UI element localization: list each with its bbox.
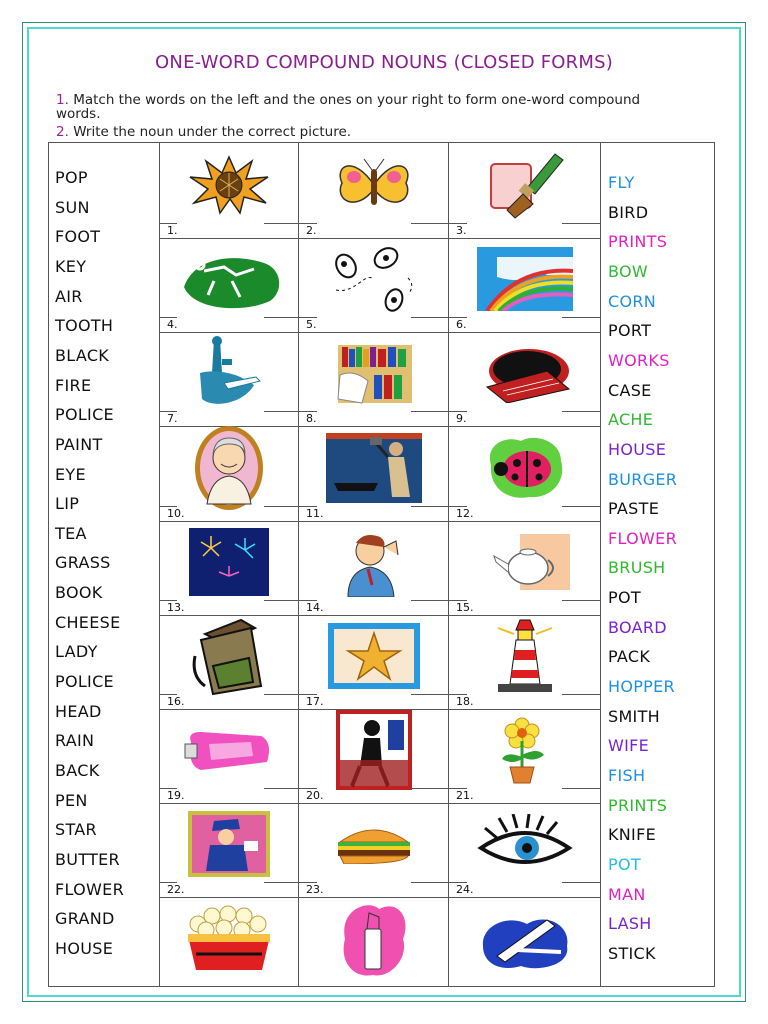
picture-number: 9.	[456, 412, 467, 426]
left-word: STAR	[55, 820, 97, 840]
sunflower-icon	[184, 155, 274, 219]
left-word: SUN	[55, 197, 90, 217]
right-word: FLY	[608, 173, 635, 192]
left-word: LIP	[55, 494, 80, 514]
left-word: GRAND	[55, 909, 115, 929]
answer-line	[562, 317, 600, 318]
headache-icon	[334, 527, 414, 601]
right-word: FLOWER	[608, 528, 677, 548]
teapot-icon	[480, 534, 570, 594]
worksheet-title: ONE-WORD COMPOUND NOUNS (CLOSED FORMS)	[155, 52, 613, 73]
picture-number: 22.	[167, 883, 185, 897]
left-word: CHEESE	[55, 612, 121, 632]
right-word: POT	[608, 588, 641, 608]
row-divider	[299, 521, 448, 522]
right-word: MAN	[608, 884, 646, 904]
right-word: CASE	[608, 380, 652, 400]
right-word: LASH	[608, 914, 652, 934]
column-divider	[159, 142, 160, 987]
right-word: POT	[608, 854, 641, 874]
answer-line	[411, 317, 448, 318]
answer-line	[264, 411, 299, 412]
picture-number: 19.	[167, 789, 185, 803]
left-word: POLICE	[55, 405, 114, 425]
row-divider	[449, 803, 600, 804]
picture-number: 6.	[456, 318, 467, 332]
answer-line	[264, 506, 299, 507]
left-word: FOOT	[55, 227, 101, 247]
left-word: BACK	[55, 761, 100, 780]
cheeseburger-icon	[334, 824, 414, 868]
left-word: GRASS	[55, 553, 111, 573]
starfish-icon	[326, 621, 422, 695]
answer-line	[264, 223, 299, 224]
row-divider	[449, 426, 600, 427]
row-divider	[160, 709, 298, 710]
instruction-text: Write the noun under the correct picture.	[73, 124, 352, 140]
left-word: HOUSE	[55, 938, 114, 958]
answer-line	[562, 411, 600, 412]
answer-line	[264, 882, 299, 883]
grandmother-icon	[193, 424, 265, 516]
picture-number: 15.	[456, 600, 474, 614]
policeman-icon	[188, 811, 270, 881]
left-word: TEA	[55, 523, 87, 543]
picture-number: 21.	[456, 789, 474, 803]
row-divider	[299, 426, 448, 427]
left-word: TOOTH	[55, 316, 114, 336]
backpack-icon	[191, 616, 267, 700]
left-word: EYE	[55, 464, 86, 484]
right-word: HOUSE	[608, 439, 667, 459]
answer-line	[264, 317, 299, 318]
answer-line	[411, 788, 448, 789]
picture-number: 13.	[167, 600, 185, 614]
right-word: BIRD	[608, 202, 649, 222]
left-word: FLOWER	[55, 879, 124, 899]
picture-number: 17.	[306, 695, 324, 708]
answer-line	[411, 223, 448, 224]
column-divider	[600, 142, 601, 987]
left-word: POLICE	[55, 672, 114, 692]
row-divider	[449, 897, 600, 898]
column-divider	[298, 142, 299, 987]
keyboard-icon	[477, 343, 573, 407]
penknife-icon	[477, 906, 573, 976]
lighthouse-icon	[490, 616, 560, 700]
left-word: BUTTER	[55, 849, 120, 869]
picture-number: 23.	[306, 883, 324, 897]
paintbrush-icon	[485, 150, 565, 224]
left-word: HEAD	[55, 701, 102, 721]
right-word: BOARD	[608, 617, 667, 637]
row-divider	[299, 332, 448, 333]
answer-line	[562, 600, 600, 601]
right-word: PRINTS	[608, 232, 668, 252]
left-word: FIRE	[55, 375, 92, 395]
grasshopper-icon	[174, 247, 284, 315]
left-word: PAINT	[55, 434, 103, 454]
policewoman-icon	[336, 710, 412, 794]
right-word: KNIFE	[608, 825, 656, 845]
instruction-text: Match the words on the left and the ones on your right to form one-word compound words.	[56, 92, 641, 122]
right-word: BURGER	[608, 469, 678, 489]
right-word: ACHE	[608, 410, 654, 430]
butterfly-icon	[334, 155, 414, 219]
bookcase-icon	[334, 341, 414, 409]
picture-number: 24.	[456, 883, 474, 897]
row-divider	[160, 897, 298, 898]
answer-line	[562, 506, 600, 507]
right-word: WIFE	[608, 736, 650, 756]
row-divider	[160, 238, 298, 239]
right-word: PASTE	[608, 499, 660, 519]
row-divider	[299, 615, 448, 616]
picture-number: 3.	[456, 224, 467, 237]
answer-line	[411, 694, 448, 695]
picture-number: 1.	[167, 224, 178, 237]
popcorn-icon	[184, 904, 274, 978]
instruction-1	[56, 93, 676, 121]
right-word: FISH	[608, 766, 646, 785]
airport-icon	[194, 333, 264, 417]
right-word: STICK	[608, 943, 656, 963]
toothpaste-icon	[181, 722, 277, 782]
left-word: POP	[55, 168, 88, 187]
footprints-icon	[324, 244, 424, 318]
row-divider	[449, 238, 600, 239]
right-word: CORN	[608, 291, 657, 311]
answer-line	[264, 788, 299, 789]
blacksmith-icon	[326, 433, 422, 507]
left-word: AIR	[55, 286, 83, 306]
left-word: LADY	[55, 642, 98, 662]
picture-number: 11.	[306, 506, 324, 520]
fireworks-icon	[189, 528, 269, 600]
picture-number: 18.	[456, 695, 474, 708]
picture-number: 10.	[167, 506, 185, 520]
left-word: BLACK	[55, 345, 110, 365]
left-word: KEY	[55, 256, 87, 276]
column-divider	[448, 142, 449, 987]
answer-line	[562, 788, 600, 789]
left-word: BOOK	[55, 583, 103, 603]
picture-number: 20.	[306, 789, 324, 803]
picture-number: 2.	[306, 224, 317, 237]
answer-line	[411, 506, 448, 507]
row-divider	[299, 803, 448, 804]
instruction-2	[56, 125, 676, 139]
right-word: PORT	[608, 321, 652, 341]
right-word: PRINTS	[608, 795, 668, 815]
answer-line	[411, 411, 448, 412]
lipstick-icon	[339, 899, 409, 983]
right-word: WORKS	[608, 350, 670, 370]
instruction-number: 1.	[56, 92, 69, 108]
answer-line	[562, 694, 600, 695]
answer-line	[411, 882, 448, 883]
right-word: HOPPER	[608, 677, 675, 697]
row-divider	[449, 332, 600, 333]
row-divider	[299, 238, 448, 239]
left-word: RAIN	[55, 731, 95, 751]
picture-number: 14.	[306, 600, 324, 614]
picture-number: 16.	[167, 695, 185, 708]
picture-number: 7.	[167, 412, 178, 426]
answer-line	[562, 223, 600, 224]
flowerpot-icon	[490, 715, 560, 789]
answer-line	[562, 882, 600, 883]
instruction-number: 2.	[56, 124, 69, 140]
eyelash-icon	[477, 814, 573, 878]
ladybird-icon	[485, 435, 565, 505]
picture-number: 5.	[306, 318, 317, 332]
rainbow-icon	[477, 247, 573, 315]
right-word: BOW	[608, 261, 649, 281]
picture-number: 4.	[167, 318, 178, 332]
picture-number: 12.	[456, 506, 474, 520]
answer-line	[264, 600, 299, 601]
row-divider	[449, 521, 600, 522]
row-divider	[160, 803, 298, 804]
right-word: SMITH	[608, 706, 660, 726]
left-word: PEN	[55, 790, 88, 810]
picture-number: 8.	[306, 412, 317, 426]
row-divider	[449, 709, 600, 710]
answer-line	[411, 600, 448, 601]
right-word: BRUSH	[608, 558, 666, 578]
row-divider	[160, 521, 298, 522]
answer-line	[264, 694, 299, 695]
right-word: PACK	[608, 647, 651, 667]
